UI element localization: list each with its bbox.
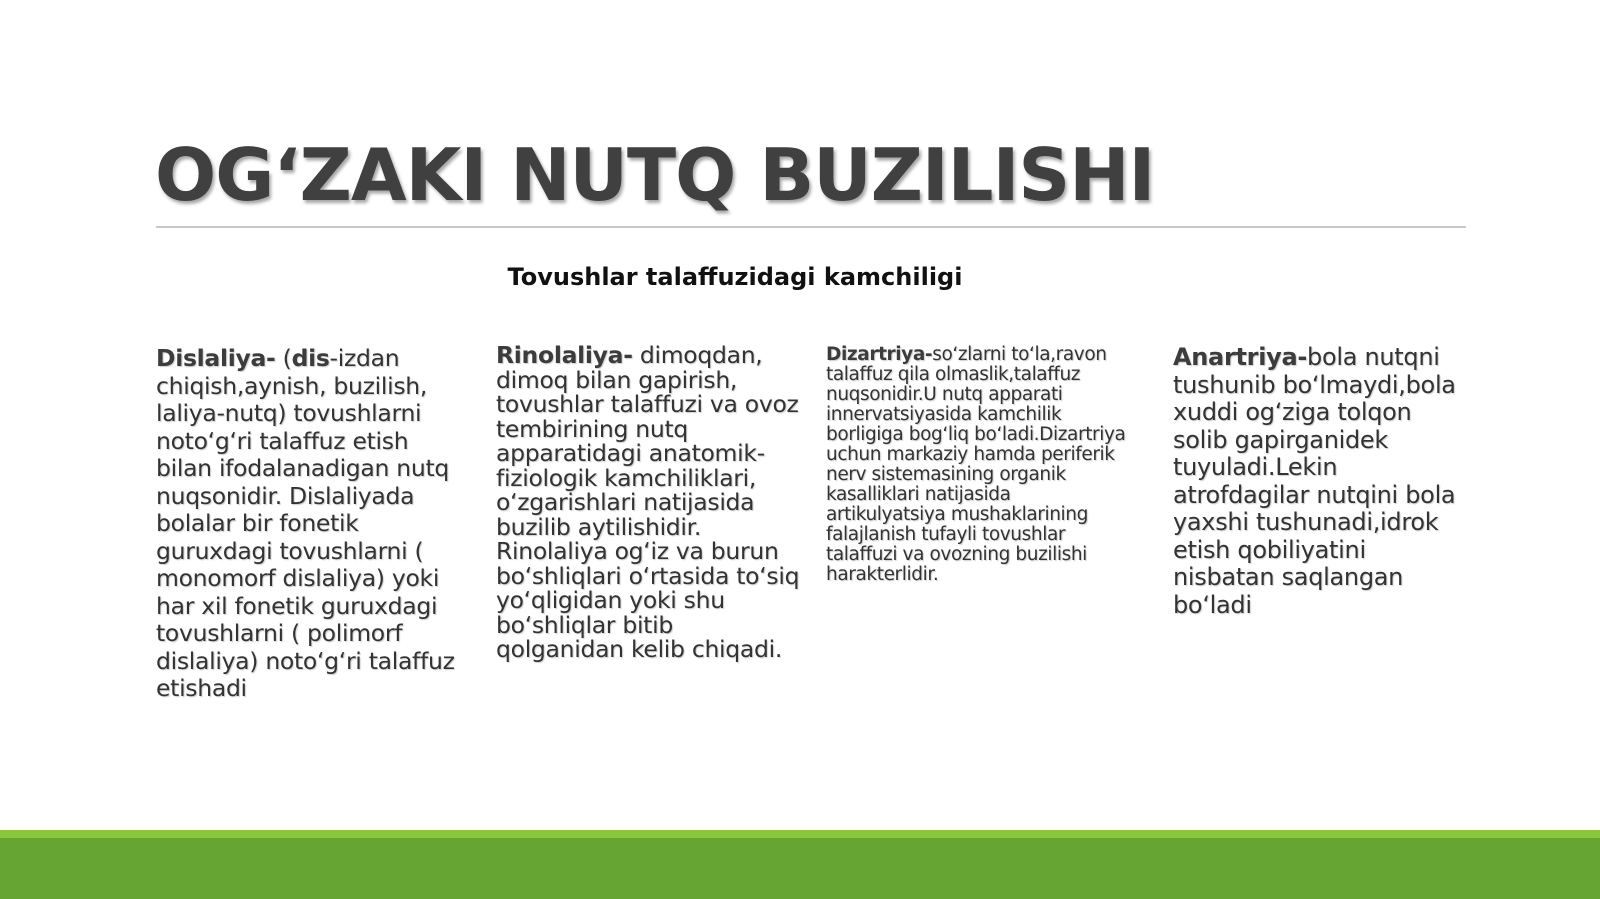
anartriya-text: bola nutqni tushunib bo‘lmaydi,bola xuddi og‘ziga tolqon solib gapirganidek tuyuladi.Lekin atrofdagilar nutqini bola yaxshi tushunadi,idrok etish qobiliyatini nisbatan saqlangan bo‘ladi	[1173, 343, 1456, 619]
slide-subtitle: Tovushlar talaffuzidagi kamchiligi	[507, 263, 963, 291]
dislaliya-text: -izdan chiqish,aynish, buzilish, laliya-nutq) tovushlarni noto‘g‘ri talaffuz etish bilan ifodalanadigan nutq nuqsonidir. Dislaliyada bolalar bir fonetik guruxdagi tovushlarni ( monomorf dislaliya) yoki har xil fonetik guruxdagi tovushlarni ( polimorf dislaliya) noto‘g‘ri talaffuz etishadi	[156, 344, 455, 702]
rinolaliya-text: dimoqdan, dimoq bilan gapirish, tovushlar talaffuzi va ovoz tembirining nutq apparatidagi anatomik-fiziologik kamchiliklari, o‘zgarishlari natijasida buzilib aytilishidir. Rinolaliya og‘iz va burun bo‘shliqlari o‘rtasida to‘siq yo‘qligidan yoki shu bo‘shliqlar bitib qolganidan kelib chiqadi.	[496, 341, 800, 663]
slide-title: OG‘ZAKI NUTQ BUZILISHI	[155, 133, 1155, 217]
term-dislaliya: Dislaliya-	[156, 344, 276, 372]
column-anartriya	[1173, 344, 1463, 619]
dizartriya-text: so‘zlarni to‘la,ravon talaffuz qila olmaslik,talaffuz nuqsonidir.U nutq apparati innervatsiyasida kamchilik borligiga bog‘liq bo‘ladi.Dizartriya uchun markaziy hamda periferik nerv sistemasining organik kasalliklari natijasida artikulyatsiya mushaklarining falajlanish tufayli tovushlar talaffuzi va ovozning buzilishi harakterlidir.	[826, 344, 1126, 585]
footer-bar	[0, 838, 1600, 899]
column-dislaliya	[156, 345, 456, 703]
dislaliya-paren: (	[275, 344, 292, 372]
column-dizartriya	[826, 345, 1126, 585]
term-dizartriya: Dizartriya-	[826, 344, 933, 365]
footer-accent-line	[0, 830, 1600, 838]
title-divider	[156, 226, 1466, 228]
term-anartriya: Anartriya-	[1173, 343, 1308, 371]
term-dis: dis	[291, 344, 330, 372]
term-rinolaliya: Rinolaliya-	[496, 341, 633, 369]
column-rinolaliya	[496, 343, 806, 662]
